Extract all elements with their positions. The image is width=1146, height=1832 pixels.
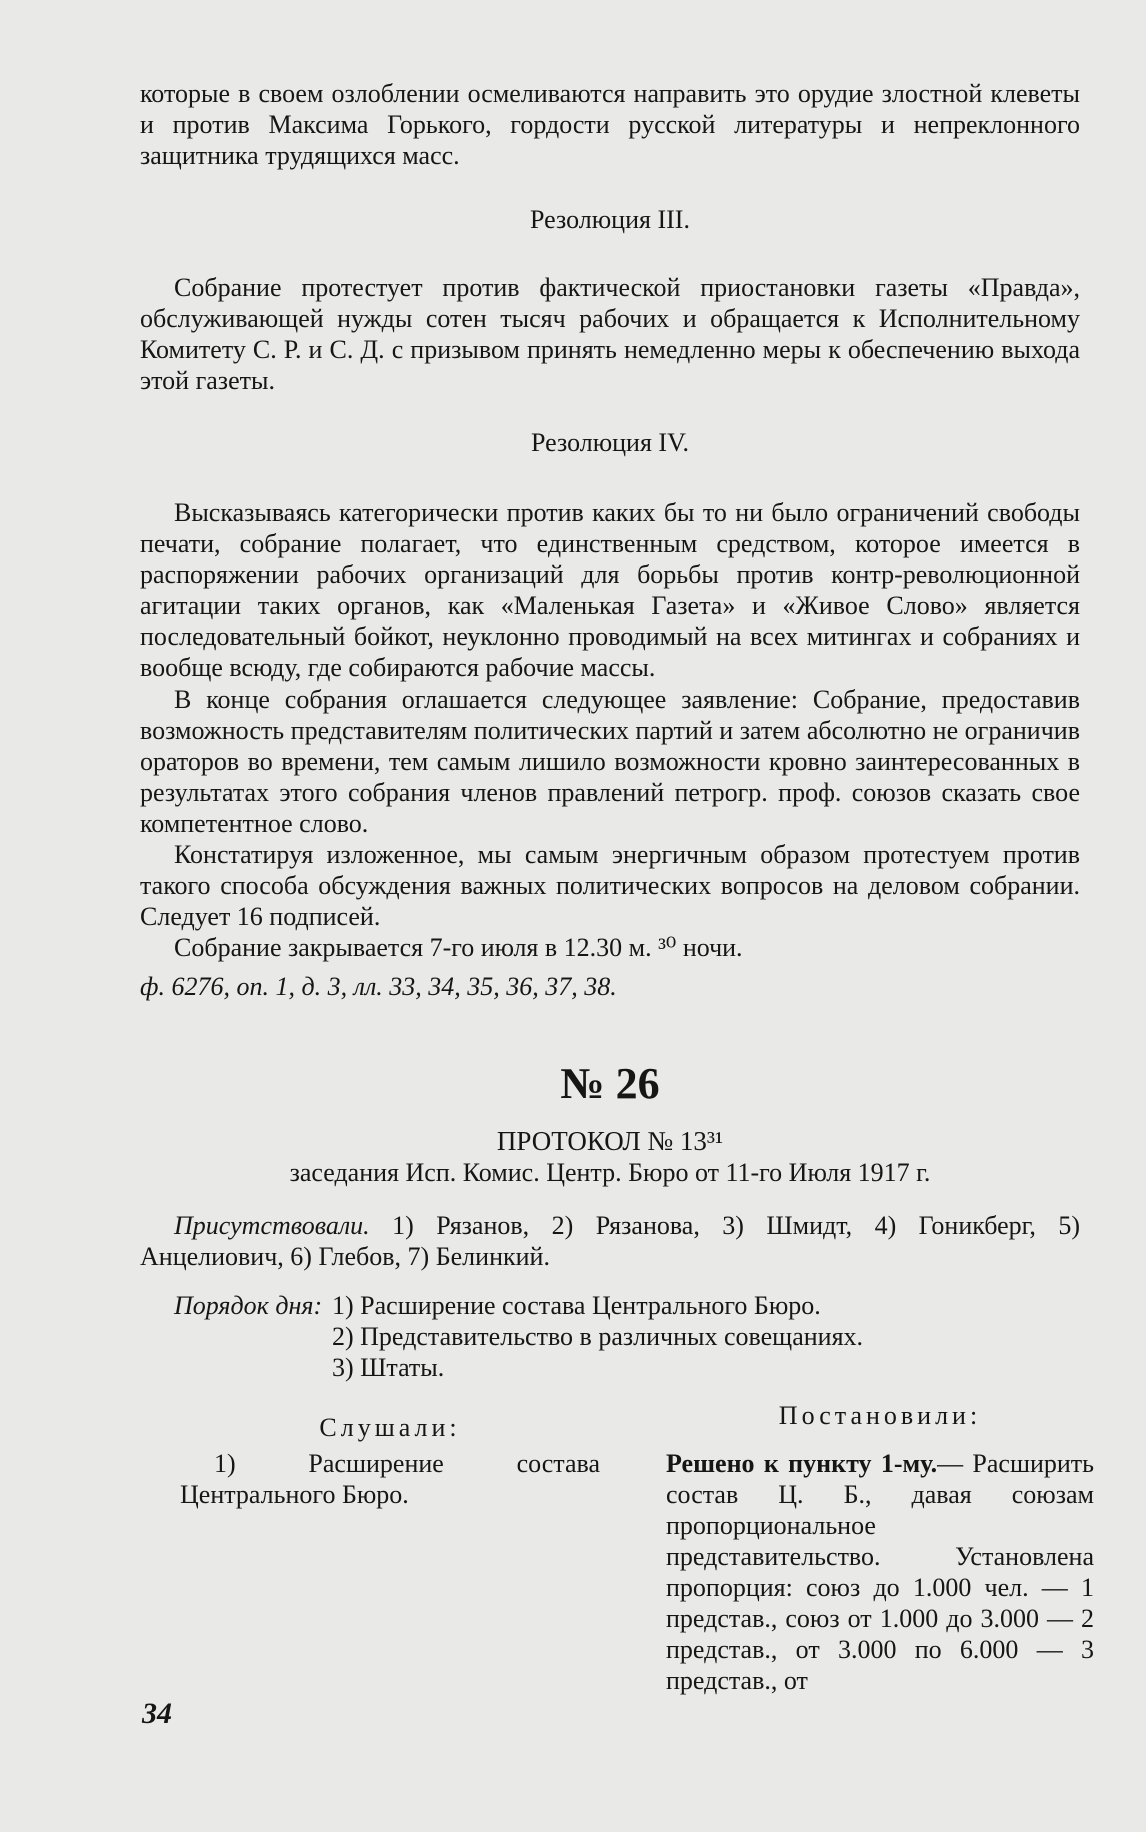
resolution-3-text: Собрание протестует против фактической приостановки газеты «Правда», обслуживающей нужды сотен тысяч рабочих и обращается к Исполнительному Комитету С. Р. и С. Д. с призывом принять немедленно меры к обеспечению выхода этой газеты. [140, 273, 1080, 395]
decided-item-1 [666, 1448, 1094, 1696]
resolution-4-heading: Резолюция IV. [530, 428, 690, 457]
heard-column [180, 1448, 600, 1510]
paragraph-continuation: которые в своем озлоблении осмеливаются направить это орудие злостной клеветы и против Максима Горького, гордости русской литературы и непреклонного защитника трудящихся масс. [140, 79, 1080, 170]
resolution-4-text: Высказываясь категорически против каких бы то ни было ограничений свободы печати, собрание полагает, что единственным средством, которое имеется в распоряжении рабочих организаций для борьбы против контр-революционной агитации таких органов, как «Маленькая Газета» и «Живое Слово» является последовательный бойкот, неуклонно проводимый на всех митингах и собраниях и вообще всюду, где собираются рабочие массы. [140, 498, 1080, 682]
agenda-label: Порядок дня: [174, 1291, 323, 1320]
closing-text: Собрание закрывается 7-го июля в 12.30 м. ³⁰ ночи. [174, 933, 743, 962]
agenda-row-1 [174, 1290, 1074, 1321]
decided-text: — Расширить состав Ц. Б., давая союзам пропорциональное представительство. Установлена пропорция: союз до 1.000 чел. — 1 представ., союз от 1.000 до 3.000 — 2 представ., от 3.000 по 6.000 — 3 представ., от [666, 1449, 1095, 1695]
agenda-item-1: 1) Расширение состава Центрального Бюро. [332, 1291, 821, 1320]
agenda-item-2: 2) Представительство в различных совещаниях. [332, 1322, 864, 1351]
top-paragraph [140, 78, 1080, 171]
decided-heading: Постановили: [778, 1401, 982, 1430]
protocol-title: ПРОТОКОЛ № 13³¹ [496, 1126, 724, 1156]
attendance-paragraph [140, 1210, 1080, 1272]
protocol-subtitle: заседания Исп. Комис. Центр. Бюро от 11-го Июля 1917 г. [289, 1158, 931, 1187]
protest-text: Констатируя изложенное, мы самым энергичным образом протестуем против такого способа обсуждения важных политических вопросов на деловом собрании. Следует 16 подписей. [140, 840, 1080, 931]
present-label: Присутствовали. [174, 1211, 370, 1240]
attendance-block [140, 1210, 1080, 1272]
heard-heading: Слушали: [319, 1413, 461, 1442]
archive-reference: ф. 6276, оп. 1, д. 3, лл. 33, 34, 35, 36, 37, 38. [140, 972, 617, 1001]
statement-block [140, 684, 1080, 1002]
agenda-row-3 [174, 1352, 1074, 1383]
agenda [174, 1290, 1074, 1383]
agenda-row-2 [174, 1321, 1074, 1352]
statement-text: В конце собрания оглашается следующее заявление: Собрание, предоставив возможность представителям политических партий и затем абсолютно не ограничив ораторов во времени, тем самым лишило возможности кровно заинтересованных в результатах этого собрания членов правлений петрогр. проф. союзов сказать свое компетентное слово. [140, 685, 1080, 838]
heard-item-1: 1) Расширение состава Центрального Бюро. [180, 1449, 600, 1509]
resolution-3-body [140, 272, 1080, 396]
present-list: 1) Рязанов, 2) Рязанова, 3) Шмидт, 4) Гоникберг, 5) Анцелиович, 6) Глебов, 7) Белинкий. [140, 1211, 1081, 1271]
decided-column [666, 1448, 1094, 1696]
resolution-3-heading: Резолюция III. [530, 205, 690, 234]
document-number: № 26 [560, 1059, 660, 1108]
agenda-item-3: 3) Штаты. [332, 1353, 445, 1382]
decided-lead: Решено к пункту 1-му. [666, 1449, 938, 1478]
resolution-4-body [140, 497, 1080, 683]
page-number: 34 [142, 1697, 172, 1730]
